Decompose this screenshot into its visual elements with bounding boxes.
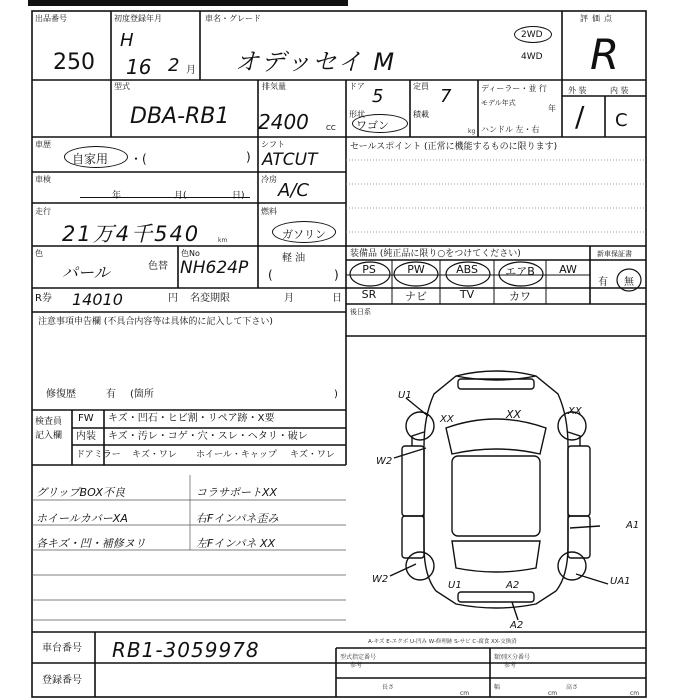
category-label: 類別区分番号 [494, 654, 531, 661]
equip-leather: カワ [509, 290, 531, 303]
inspection-year: 年 [112, 191, 122, 201]
sales-point-label: セールスポイント (正常に機能するものに限ります) [350, 142, 558, 152]
shape-label: 形状 [349, 110, 365, 119]
mark-xx-center: XX [506, 408, 522, 421]
fuel-circle [272, 221, 336, 243]
length-label: 長さ [382, 684, 395, 691]
drive-2wd-circle [514, 26, 552, 43]
reg-year: 16 [126, 55, 152, 79]
warranty-none: 無 [624, 277, 634, 288]
note-1: グリップBOX不良 [36, 486, 126, 499]
km-unit: km [218, 237, 228, 244]
fuel-paren-close: ) [334, 268, 339, 282]
height-unit: cm [630, 690, 640, 697]
ticket-label: R券 [35, 293, 52, 304]
color-change-label: 色替 [148, 261, 168, 272]
type-value: DBA-RB1 [130, 104, 230, 129]
equip-aw: AW [559, 263, 577, 276]
damage-legend: A-キズ E-エクボ U-凹み W-修理跡 S-サビ C-腐食 XX-交換済 [368, 639, 517, 645]
name-change-label: 名変期限 [190, 293, 230, 304]
width-unit: cm [548, 690, 558, 697]
repair-place: (箇所 [130, 389, 154, 400]
drive-2wd: 2WD [521, 30, 543, 40]
mark-a2-center: A2 [506, 580, 520, 591]
color-no-label: 色No [181, 249, 200, 258]
diesel-label: 軽 油 [282, 253, 306, 264]
inspector-label-1: 検査員 [35, 417, 63, 427]
reg-month-unit: 月 [186, 65, 196, 76]
inspection-day: 日) [232, 191, 245, 201]
color-value: パール [62, 263, 110, 282]
displacement-label: 排気量 [262, 82, 286, 91]
mark-w2-bottom: W2 [372, 574, 389, 585]
equip-ps: PS [362, 263, 376, 276]
year-unit: 年 [548, 104, 556, 113]
category-ref: 参考 [504, 662, 517, 669]
length-unit: cm [460, 690, 470, 697]
equipment-label: 装備品 (純正品に限り○をつけてください) [350, 249, 521, 259]
door-value: 5 [372, 86, 384, 107]
capacity-label: 定員 [413, 82, 429, 91]
shape-value: ワゴン [356, 119, 389, 132]
exterior-label: 外 装 [568, 86, 587, 95]
cc-unit: CC [326, 124, 336, 132]
inspector-label-2: 記入欄 [35, 431, 63, 441]
inspector-row2-text: キズ・汚レ・コゲ・穴・スレ・ヘタリ・破レ [108, 431, 308, 442]
inspector-row2-tag: 内装 [76, 431, 96, 442]
inspection-month: 月( [174, 191, 187, 201]
kg-unit: kg [468, 128, 476, 135]
month-unit: 月 [284, 293, 294, 304]
mileage-label: 走行 [35, 207, 51, 216]
certified-ref: 参考 [350, 662, 363, 669]
equip-abs: ABS [456, 263, 478, 276]
fuel-value: ガソリン [282, 228, 326, 241]
inspector-row1-text: キズ・凹石・ヒビ割・リペア跡・X要 [108, 413, 275, 424]
repair-has: 有 [106, 389, 116, 400]
mark-xx-left: XX [440, 414, 454, 425]
shift-value: ATCUT [262, 150, 318, 170]
door-label: ドア [349, 82, 365, 91]
car-name-label: 車名・グレード [205, 14, 261, 23]
mark-a2-bottom: A2 [510, 620, 524, 631]
equip-navi: ナビ [405, 290, 427, 303]
equip-pw: PW [407, 263, 425, 276]
width-label: 幅 [494, 684, 501, 691]
inspector-row3-b: キズ・ワレ [132, 450, 177, 460]
mark-w2-left: W2 [376, 456, 393, 467]
lot-number: 250 [53, 50, 95, 75]
equip-airbag: エアB [505, 265, 535, 278]
drive-4wd: 4WD [521, 52, 543, 62]
inspection-strike [80, 197, 250, 198]
interior-label: 内 装 [610, 86, 629, 95]
inspection-label: 車検 [35, 175, 51, 184]
chassis-value: RB1-3059978 [112, 638, 260, 662]
equip-sr: SR [361, 288, 377, 301]
repair-close: ) [334, 389, 338, 400]
certified-label: 型式指定番号 [340, 654, 377, 661]
day-unit: 日 [332, 293, 342, 304]
note-4: 右Fインパネ歪み [196, 512, 279, 525]
usage-sep: ・( [130, 152, 147, 166]
mark-u1-top: U1 [398, 390, 412, 401]
score-value: R [590, 30, 620, 79]
usage-value: 自家用 [72, 152, 109, 166]
interior-value: C [615, 110, 628, 131]
usage-label: 車歴 [35, 140, 51, 149]
mark-ua1-right: UA1 [610, 576, 631, 587]
fuel-paren-open: ( [268, 268, 273, 282]
color-label: 色 [35, 249, 43, 258]
reg-no-label: 登録番号 [42, 675, 82, 686]
usage-circle [64, 146, 128, 168]
ac-label: 冷房 [261, 175, 277, 184]
load-label: 積載 [413, 110, 429, 119]
repair-label: 修復歴 [46, 389, 76, 400]
inspector-row3-c: ホイール・キャップ [196, 450, 277, 460]
reg-era: H [120, 30, 134, 51]
note-5: 各キズ・凹・補修ヌリ [36, 537, 146, 550]
car-name: オデッセイ M [235, 48, 397, 76]
handle-label: ハンドル 左・右 [481, 125, 540, 134]
usage-close: ) [246, 150, 251, 164]
mark-u1-bottom: U1 [448, 580, 462, 591]
score-label: 評価点 [580, 14, 616, 23]
mileage-value: 21万4千540 [62, 222, 201, 246]
yen-unit: 円 [168, 293, 178, 304]
inspector-row3-a: ドアミラー [76, 450, 121, 460]
later-label: 後日系 [350, 308, 371, 316]
reg-month: 2 [168, 55, 180, 76]
inspector-row1-tag: FW [78, 413, 94, 424]
note-6: 左Fインパネ XX [196, 537, 276, 550]
shift-label: シフト [261, 140, 285, 149]
height-label: 高さ [566, 684, 579, 691]
ac-value: A/C [278, 180, 309, 201]
exterior-value: / [575, 100, 585, 133]
mark-xx-right: XX [568, 406, 582, 417]
capacity-value: 7 [440, 86, 452, 107]
note-3: ホイールカバーXA [36, 512, 128, 525]
type-label: 型式 [114, 82, 130, 91]
model-year-label: モデル年式 [481, 99, 516, 107]
shape-circle [352, 114, 408, 133]
lot-label: 出品番号 [35, 14, 67, 23]
inspector-row3-d: キズ・ワレ [290, 450, 335, 460]
displacement-value: 2400 [258, 110, 309, 134]
ticket-value: 14010 [72, 290, 123, 309]
note-2: コラサポートXX [196, 486, 278, 499]
equip-tv: TV [459, 288, 475, 301]
car-damage-diagram [346, 336, 646, 632]
caution-label: 注意事項申告欄 (不具合内容等は具体的に記入して下さい) [38, 317, 273, 327]
mark-a1-right: A1 [626, 520, 640, 531]
new-car-warranty-label: 新車保証書 [597, 250, 632, 258]
reg-label: 初度登録年月 [114, 14, 162, 23]
color-no-value: NH624P [180, 258, 249, 278]
dealer-label: ディーラー・並 行 [481, 84, 547, 93]
chassis-label: 車台番号 [42, 643, 82, 654]
warranty-has: 有 [598, 277, 608, 288]
fuel-label: 燃料 [261, 207, 277, 216]
